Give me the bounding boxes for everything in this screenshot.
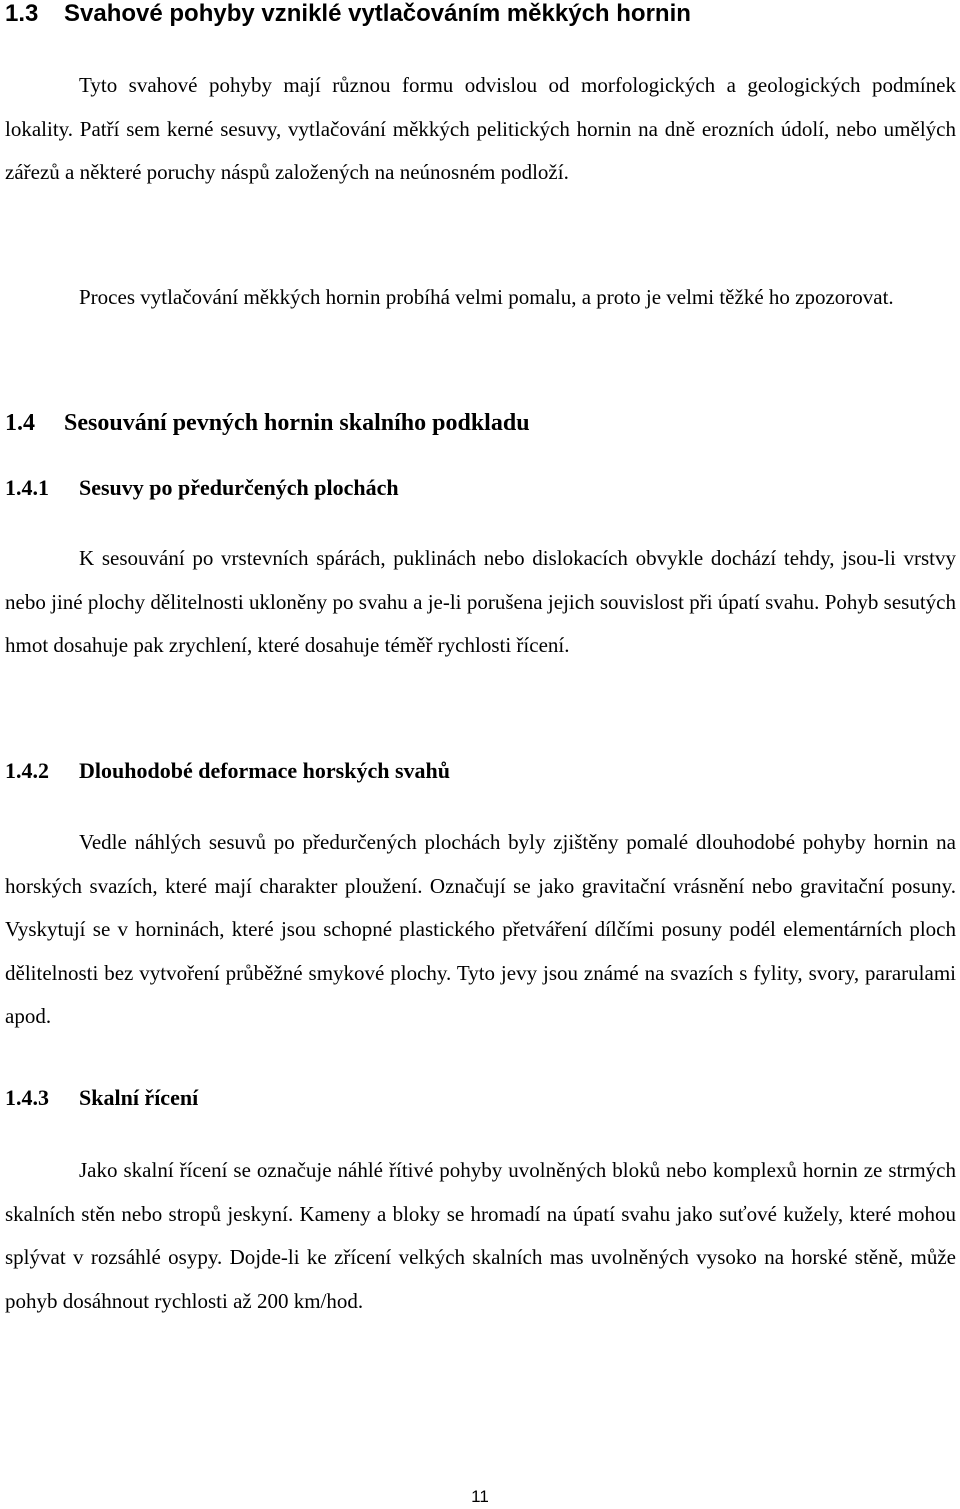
- subsection-heading-1-4-1: [5, 475, 399, 501]
- section-title: Dlouhodobé deformace horských svahů: [79, 758, 450, 783]
- section-heading-1-4: [5, 410, 530, 437]
- paragraph: Proces vytlačování měkkých hornin probíhá velmi pomalu, a proto je velmi těžké ho zpozorovat.: [79, 285, 894, 309]
- section-title: Skalní řícení: [79, 1085, 199, 1110]
- paragraph: Jako skalní řícení se označuje náhlé řítivé pohyby uvolněných bloků nebo komplexů hornin ze strmých skalních stěn nebo stropů jeskyní. Kameny a bloky se hromadí na úpatí svahu jako suťové kužely, které mohou splývat v rozsáhlé osypy. Dojde-li ke zřícení velkých skalních mas uvolněných vysoko na horské stěně, může pohyb dosáhnout rychlosti až 200 km/hod.: [5, 1158, 956, 1313]
- section-title: Sesuvy po předurčených plochách: [79, 475, 399, 500]
- page-number: 11: [471, 1487, 489, 1506]
- section-title: Sesouvání pevných hornin skalního podkladu: [64, 410, 530, 436]
- section-number: 1.4.2: [5, 758, 49, 783]
- subsection-heading-1-4-2: [5, 758, 450, 784]
- section-number: 1.4.3: [5, 1085, 49, 1110]
- section-number: 1.4.1: [5, 475, 49, 500]
- paragraph: Tyto svahové pohyby mají různou formu odvislou od morfologických a geologických podmínek lokality. Patří sem kerné sesuvy, vytlačování měkkých pelitických hornin na dně erozních údolí, nebo umělých zářezů a některé poruchy náspů založených na neúnosném podloží.: [5, 73, 956, 185]
- section-number: 1.4: [5, 410, 35, 436]
- section-number: 1.3: [5, 0, 39, 27]
- section-heading-1-3: [5, 0, 691, 28]
- paragraph: K sesouvání po vrstevních spárách, puklinách nebo dislokacích obvykle dochází tehdy, jsou-li vrstvy nebo jiné plochy dělitelnosti ukloněny po svahu a je-li porušena jejich souvislost při úpatí svahu. Pohyb sesutých hmot dosahuje pak zrychlení, které dosahuje téměř rychlosti řícení.: [5, 546, 956, 658]
- section-title: Svahové pohyby vzniklé vytlačováním měkkých hornin: [64, 0, 691, 27]
- subsection-heading-1-4-3: [5, 1085, 198, 1111]
- paragraph: Vedle náhlých sesuvů po předurčených plochách byly zjištěny pomalé dlouhodobé pohyby hornin na horských svazích, které mají charakter ploužení. Označují se jako gravitační vrásnění nebo gravitační posuny. Vyskytují se v horninách, které jsou schopné plastického přetváření dílčími posuny podél elementárních ploch dělitelnosti bez vytvoření průběžné smykové plochy. Tyto jevy jsou známé na svazích s fylity, svory, pararulami apod.: [5, 830, 956, 1029]
